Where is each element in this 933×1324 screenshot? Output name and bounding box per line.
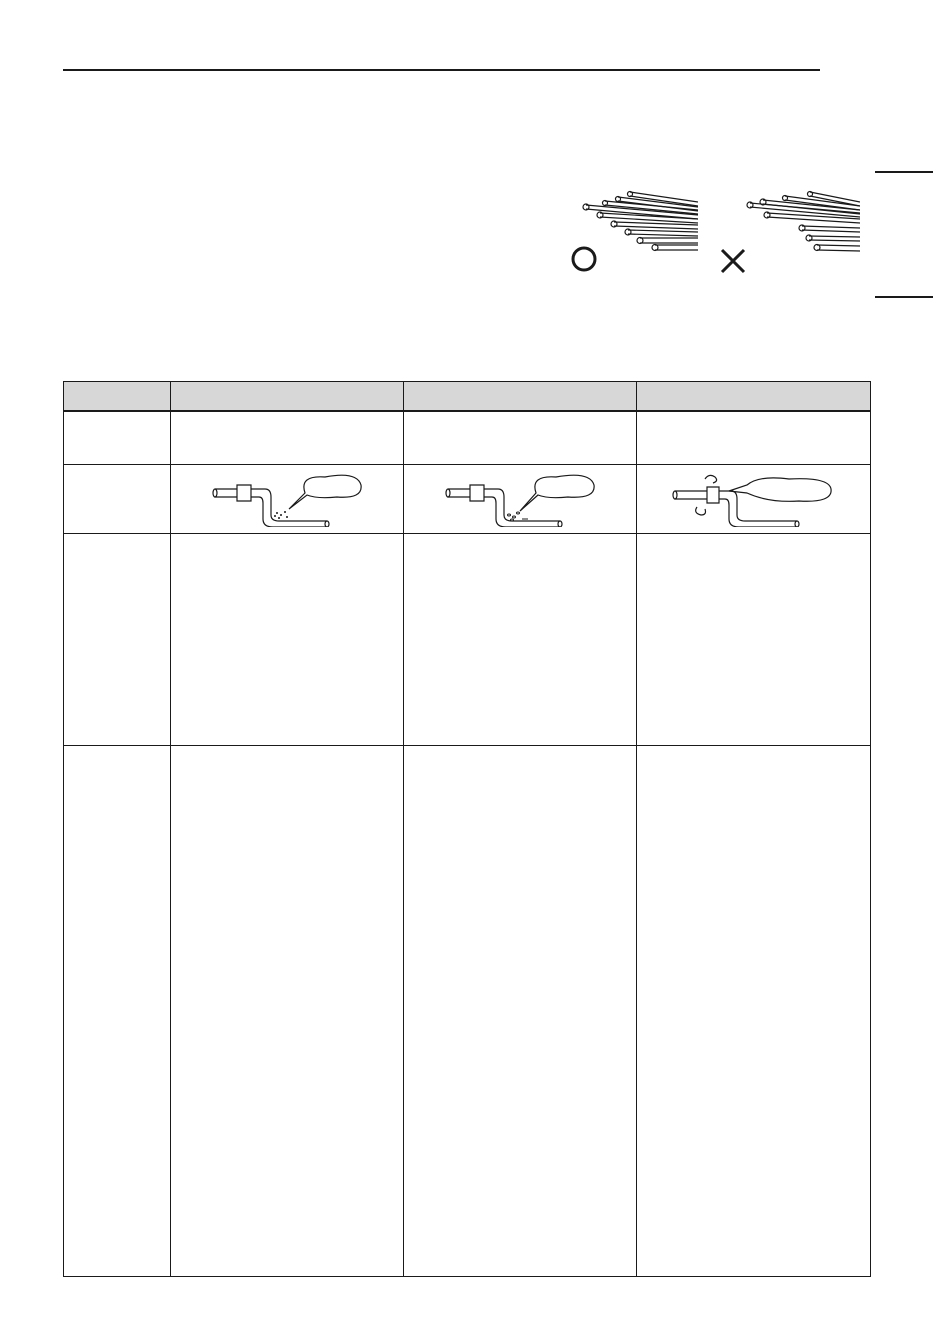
circle-ok-icon xyxy=(569,244,599,274)
side-tab-bottom-rule xyxy=(875,296,933,298)
table-row xyxy=(64,465,871,534)
cross-ng-icon xyxy=(718,246,748,276)
table-cell xyxy=(64,746,171,1277)
table-cell xyxy=(171,746,404,1277)
table-cell xyxy=(171,534,404,746)
table-cell xyxy=(404,534,637,746)
table-cell xyxy=(637,746,871,1277)
table-cell xyxy=(64,534,171,746)
table-cell xyxy=(404,411,637,465)
table-cell xyxy=(64,465,171,534)
table-row xyxy=(64,411,871,465)
pipe-flare-leak-icon xyxy=(669,471,839,527)
column-header xyxy=(404,382,637,412)
pipe-flare-moisture-icon xyxy=(440,471,600,527)
table-cell xyxy=(171,465,404,534)
pipes-misaligned-illustration xyxy=(745,188,860,252)
table-cell xyxy=(404,746,637,1277)
table-row xyxy=(64,746,871,1277)
table-cell xyxy=(64,411,171,465)
table-cell xyxy=(171,411,404,465)
table-cell xyxy=(637,534,871,746)
pipes-aligned-illustration xyxy=(578,188,698,252)
table-cell xyxy=(637,465,871,534)
side-tab-top-rule xyxy=(875,171,933,173)
pipe-flare-dirt-icon xyxy=(207,471,367,527)
column-header xyxy=(637,382,871,412)
header-rule xyxy=(63,69,820,71)
table-header-row xyxy=(64,382,871,412)
pipe-troubles-table xyxy=(63,381,871,1277)
table-row xyxy=(64,534,871,746)
column-header xyxy=(64,382,171,412)
column-header xyxy=(171,382,404,412)
table-cell xyxy=(637,411,871,465)
table-cell xyxy=(404,465,637,534)
